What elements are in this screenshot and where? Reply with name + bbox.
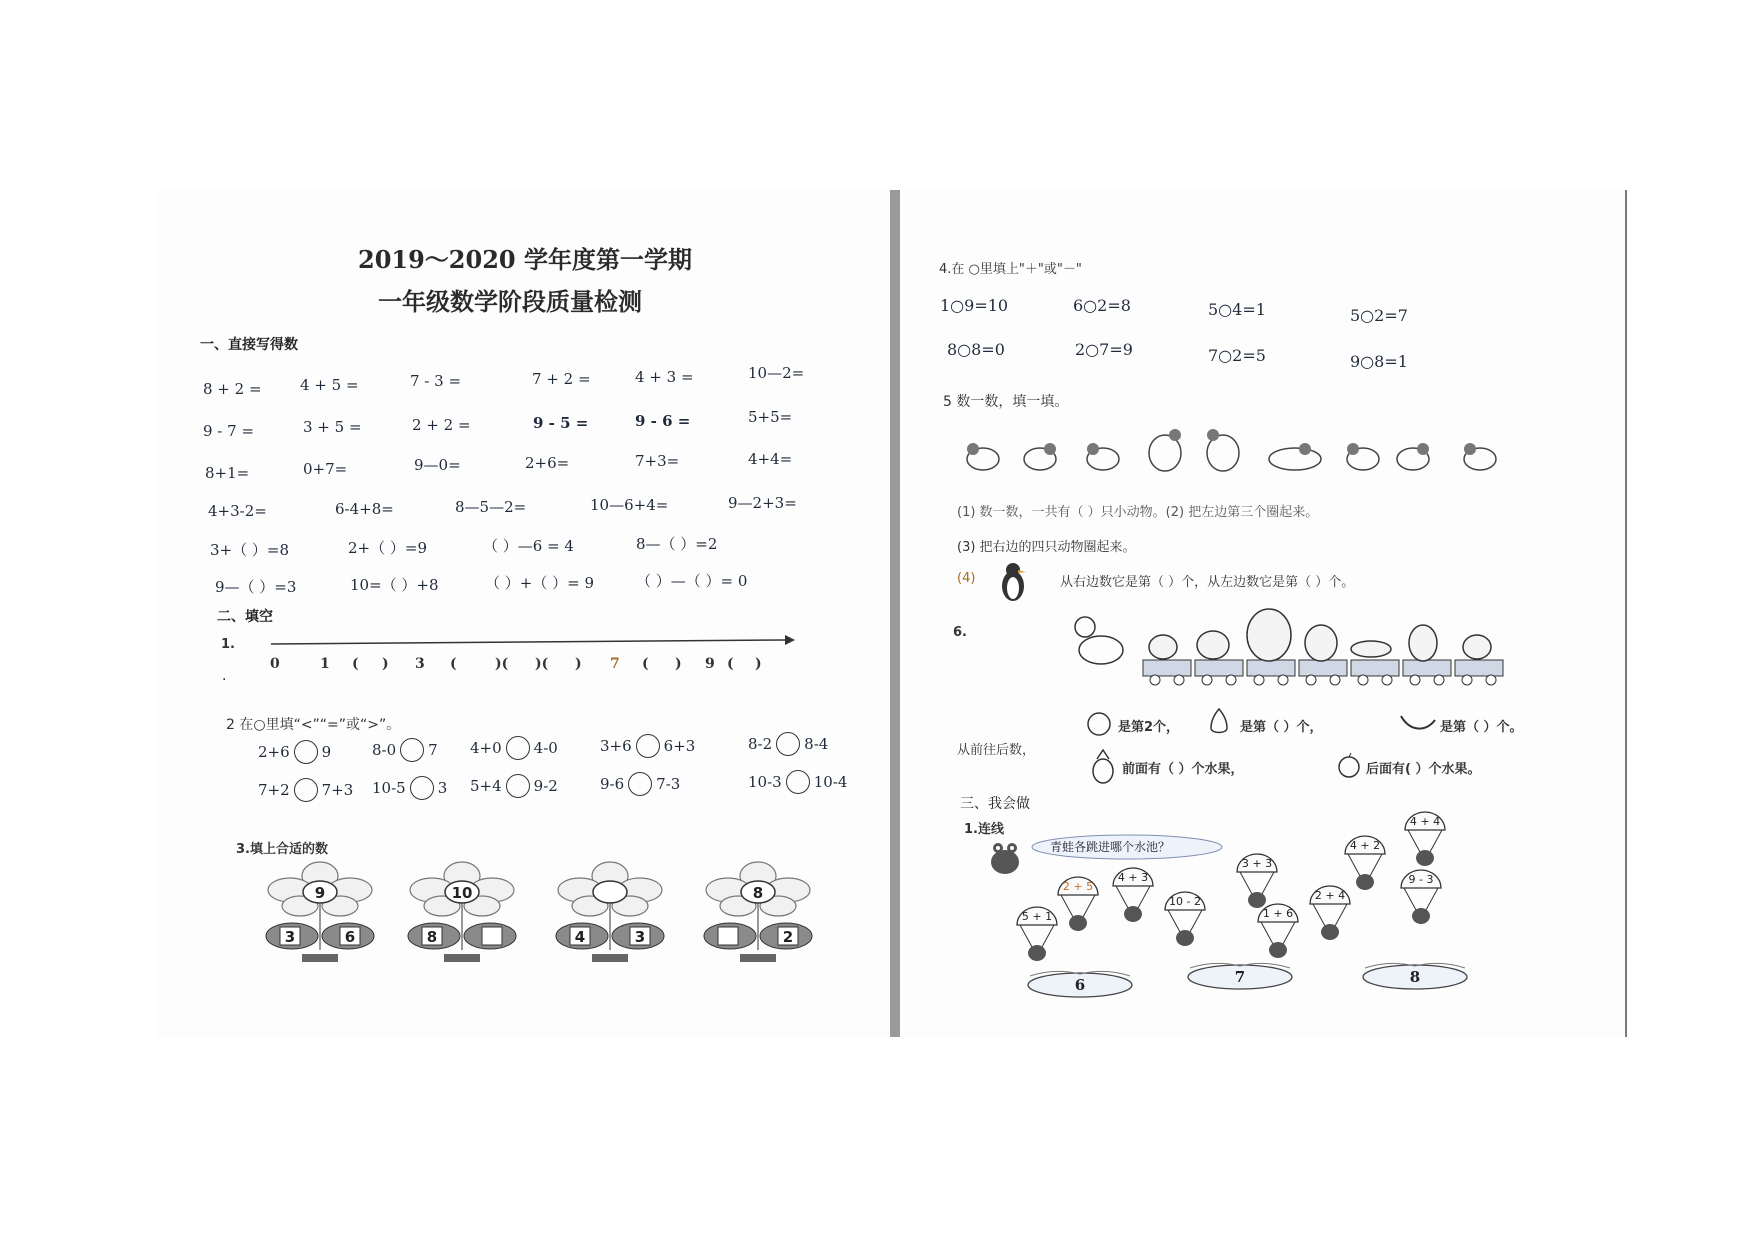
compare-item	[748, 770, 847, 794]
compare-left: 7+2	[258, 781, 290, 799]
wheel	[1254, 675, 1264, 685]
numberline-label: (	[642, 656, 649, 672]
q6-label: 6.	[953, 625, 967, 640]
numberline-label: 3	[415, 656, 425, 672]
arith-item: 6-4+8=	[335, 500, 394, 518]
fruit-train-illustration	[1063, 605, 1533, 690]
q4-item: 2○7=9	[1075, 340, 1133, 359]
animal-icon	[1269, 443, 1321, 470]
numberline-label: 1	[320, 656, 330, 672]
numberline-label: )	[755, 656, 762, 672]
train-car	[1195, 660, 1243, 676]
arith-item: 7+3=	[635, 452, 680, 470]
fruit-icon	[1305, 625, 1337, 661]
arith-item: 2+（ ）=9	[348, 539, 427, 557]
compare-circle[interactable]	[294, 740, 318, 764]
numberline-label: )	[382, 656, 389, 672]
connect-title: 1.连线	[964, 822, 1004, 837]
compare-right: 6+3	[663, 737, 696, 755]
flower-puzzle	[402, 858, 522, 968]
pond-number: 8	[1409, 968, 1421, 986]
parachute-label: 2 + 5	[1062, 880, 1094, 893]
flower-base	[302, 954, 338, 962]
parachute-label: 4 + 3	[1117, 871, 1149, 884]
dot-mark: ·	[222, 672, 227, 688]
wheel	[1358, 675, 1368, 685]
wheel	[1150, 675, 1160, 685]
parachute-label: 5 + 1	[1021, 910, 1053, 923]
q4-item: 1○9=10	[940, 296, 1009, 315]
train-car	[1247, 660, 1295, 676]
q6-line5: 前面有（ ）个水果，	[1122, 762, 1244, 777]
compare-right: 4-0	[533, 739, 558, 757]
fruit-icon	[1351, 641, 1391, 657]
section3-title: 三、我会做	[960, 796, 1030, 812]
pond	[1025, 968, 1135, 1000]
q6-line3: 是第（ ）个。	[1440, 720, 1523, 735]
q3-title: 3.填上合适的数	[236, 842, 328, 857]
compare-item	[372, 738, 438, 762]
train-car	[1299, 660, 1347, 676]
animal-icon	[967, 443, 999, 470]
compare-item	[372, 776, 447, 800]
fruit-icon	[1463, 635, 1491, 659]
compare-left: 8-2	[748, 735, 773, 753]
q4-title: 4.在 ○里填上"＋"或"－"	[939, 262, 1082, 277]
flower-puzzle	[550, 858, 670, 968]
q4-item: 9○8=1	[1350, 352, 1408, 371]
arith-item: 3 + 5 =	[303, 418, 362, 436]
numberline-label: )(	[495, 656, 509, 672]
q4-item: 6○2=8	[1073, 296, 1131, 315]
parachute-label: 9 - 3	[1408, 873, 1434, 886]
compare-circle[interactable]	[400, 738, 424, 762]
compare-left: 8-0	[372, 741, 397, 759]
speech-bubble-text: 青蛙各跳进哪个水池？	[1050, 840, 1171, 854]
arith-item: 10—6+4=	[590, 496, 669, 514]
arith-item: 3+（ ）=8	[210, 541, 289, 559]
numberline-label: 9	[705, 656, 715, 672]
q4-item: 5○2=7	[1350, 306, 1408, 325]
compare-circle[interactable]	[628, 772, 652, 796]
exam-title-line1: 2019～2020 学年度第一学期	[358, 245, 692, 274]
compare-left: 10-3	[748, 773, 782, 791]
wheel	[1306, 675, 1316, 685]
arith-item: 5+5=	[748, 408, 793, 426]
compare-item	[470, 736, 558, 760]
q6-line2: 是第（ ）个，	[1240, 720, 1323, 735]
arith-item: 9 - 5 =	[533, 414, 589, 432]
q5-item-4-text: 从右边数它是第（ ）个，从左边数它是第（ ）个。	[1060, 575, 1355, 590]
numberline-label: )	[575, 656, 582, 672]
arith-item: （ ）—6 = 4	[483, 537, 574, 555]
compare-right: 9	[321, 743, 332, 761]
parachute-label: 10 - 2	[1169, 895, 1201, 908]
pond-number: 7	[1234, 968, 1246, 986]
compare-item	[470, 774, 558, 798]
fruit-icon	[1149, 635, 1177, 659]
compare-right: 3	[437, 779, 448, 797]
animal-icon	[1149, 429, 1181, 471]
answer-box	[482, 927, 502, 945]
arith-item: 4 + 3 =	[635, 368, 694, 386]
arith-item: （ ）+（ ）= 9	[485, 574, 594, 592]
flower-base	[740, 954, 776, 962]
number-line	[265, 628, 795, 678]
compare-item	[258, 778, 353, 802]
compare-right: 10-4	[813, 773, 848, 791]
parachute-label: 4 + 4	[1409, 815, 1441, 828]
compare-left: 4+0	[470, 739, 502, 757]
flower-number: 6	[344, 928, 356, 946]
q6-line4: 从前往后数，	[957, 743, 1036, 758]
right-page-edge	[1625, 190, 1627, 1037]
arith-item: 9—（ ）=3	[215, 578, 297, 596]
train-car	[1143, 660, 1191, 676]
compare-circle[interactable]	[506, 774, 530, 798]
compare-circle[interactable]	[410, 776, 434, 800]
numberline-label: 7	[610, 656, 620, 672]
numberline-label: )	[675, 656, 682, 672]
q2-title: 2 在○里填“<”“=”或“>”。	[226, 717, 401, 733]
q4-item: 5○4=1	[1208, 300, 1266, 319]
q4-item: 7○2=5	[1208, 346, 1266, 365]
wheel	[1462, 675, 1472, 685]
parachute-label: 4 + 2	[1349, 839, 1381, 852]
answer-box	[718, 927, 738, 945]
wheel	[1330, 675, 1340, 685]
pineapple-icon	[1090, 748, 1116, 784]
compare-item	[600, 734, 695, 758]
numberline-label: )(	[535, 656, 549, 672]
arith-item: 2+6=	[525, 454, 570, 472]
animal-icon	[1024, 443, 1056, 470]
compare-circle[interactable]	[506, 736, 530, 760]
flower-number: 9	[314, 884, 326, 902]
compare-left: 2+6	[258, 743, 290, 761]
pear-icon-2	[1205, 706, 1233, 738]
arith-item: 10—2=	[748, 364, 805, 382]
arith-item: （ ）—（ ）= 0	[636, 572, 748, 590]
page-divider	[890, 190, 900, 1037]
compare-left: 9-6	[600, 775, 625, 793]
flower-number: 10	[451, 884, 473, 902]
compare-circle[interactable]	[776, 732, 800, 756]
pear-icon	[1085, 711, 1113, 737]
frog-icon	[983, 832, 1027, 882]
q6-line1: 是第2个，	[1118, 720, 1180, 735]
flower-puzzle	[698, 858, 818, 968]
penguin-icon	[996, 560, 1030, 604]
wheel	[1202, 675, 1212, 685]
arith-item: 8—（ ）=2	[636, 535, 718, 553]
donkey-icon	[1079, 636, 1123, 664]
train-car	[1351, 660, 1399, 676]
apple-icon	[1335, 752, 1363, 780]
banana-icon	[1398, 708, 1438, 736]
compare-item	[258, 740, 331, 764]
wheel	[1486, 675, 1496, 685]
compare-left: 3+6	[600, 737, 632, 755]
wheel	[1434, 675, 1444, 685]
q1-label: 1.	[221, 637, 235, 652]
q5-item-1: (1) 数一数，一共有（ ）只小动物。(2) 把左边第三个圈起来。	[957, 505, 1319, 520]
parachute-frog	[1253, 900, 1303, 964]
section2-title: 二、填空	[217, 609, 273, 625]
parachute-frog	[1396, 866, 1446, 930]
arith-item: 8—5—2=	[455, 498, 527, 516]
arith-item: 9 - 6 =	[635, 412, 691, 430]
arith-item: 0+7=	[303, 460, 348, 478]
wheel	[1410, 675, 1420, 685]
arith-item: 9—2+3=	[728, 494, 797, 512]
flower-number: 3	[634, 928, 646, 946]
compare-right: 7	[428, 741, 438, 759]
compare-circle[interactable]	[636, 734, 660, 758]
q5-title: 5 数一数，填一填。	[943, 394, 1069, 410]
compare-circle[interactable]	[786, 770, 810, 794]
arith-item: 9 - 7 =	[203, 422, 255, 440]
section1-title: 一、直接写得数	[200, 337, 298, 353]
compare-circle[interactable]	[294, 778, 318, 802]
arith-item: 7 + 2 =	[532, 370, 591, 388]
pond-number: 6	[1074, 976, 1086, 994]
compare-item	[600, 772, 680, 796]
parachute-label: 2 + 4	[1314, 889, 1346, 902]
compare-left: 10-5	[372, 779, 406, 797]
fruit-icon	[1197, 631, 1229, 659]
animal-icon	[1087, 443, 1119, 470]
arith-item: 7 - 3 =	[410, 372, 462, 390]
numberline-label: 0	[270, 656, 280, 672]
parachute-frog	[1400, 808, 1450, 872]
wheel	[1174, 675, 1184, 685]
fruit-icon	[1409, 625, 1437, 661]
wheel	[1226, 675, 1236, 685]
flower-center	[593, 881, 627, 903]
flower-number: 2	[782, 928, 794, 946]
parachute-frog	[1053, 873, 1103, 937]
compare-right: 8-4	[804, 735, 829, 753]
compare-right: 9-2	[533, 777, 558, 795]
fruit-icon	[1247, 609, 1291, 661]
compare-right: 7+3	[321, 781, 354, 799]
wheel	[1278, 675, 1288, 685]
animal-icon	[1464, 443, 1496, 470]
arith-item: 2 + 2 =	[412, 416, 471, 434]
flower-number: 3	[284, 928, 296, 946]
flower-number: 8	[426, 928, 438, 946]
arith-item: 8 + 2 =	[203, 380, 262, 398]
compare-right: 7-3	[656, 775, 681, 793]
arith-item: 10=（ ）+8	[350, 576, 439, 594]
arith-item: 4+4=	[748, 450, 793, 468]
pond	[1360, 960, 1470, 992]
q5-item-4-label: (4)	[957, 571, 976, 586]
flower-puzzle	[260, 858, 380, 968]
numberline-label: (	[727, 656, 734, 672]
animal-icon	[1347, 443, 1379, 470]
parachute-frog	[1340, 832, 1390, 896]
arith-item: 4 + 5 =	[300, 376, 359, 394]
arith-item: 4+3-2=	[208, 502, 267, 520]
pond	[1185, 960, 1295, 992]
compare-left: 5+4	[470, 777, 502, 795]
q5-item-3: (3) 把右边的四只动物圈起来。	[957, 540, 1136, 555]
compare-item	[748, 732, 828, 756]
q6-line6: 后面有( ）个水果。	[1366, 762, 1481, 777]
train-car	[1455, 660, 1503, 676]
parachute-label: 1 + 6	[1262, 907, 1294, 920]
numberline-label: (	[352, 656, 359, 672]
parachute-label: 3 + 3	[1241, 857, 1273, 870]
flower-base	[444, 954, 480, 962]
flower-base	[592, 954, 628, 962]
exam-title-line2: 一年级数学阶段质量检测	[378, 287, 642, 316]
animal-icon	[1397, 443, 1429, 470]
wheel	[1382, 675, 1392, 685]
numberline-label: (	[450, 656, 457, 672]
animal-icon	[1207, 429, 1239, 471]
donkey-head	[1075, 617, 1095, 637]
parachute-frog	[1160, 888, 1210, 952]
train-car	[1403, 660, 1451, 676]
arith-item: 8+1=	[205, 464, 250, 482]
arith-item: 9—0=	[414, 456, 461, 474]
q4-item: 8○8=0	[947, 340, 1005, 359]
animals-row	[955, 425, 1515, 481]
parachute-frog	[1108, 864, 1158, 928]
flower-number: 8	[752, 884, 764, 902]
flower-number: 4	[574, 928, 586, 946]
